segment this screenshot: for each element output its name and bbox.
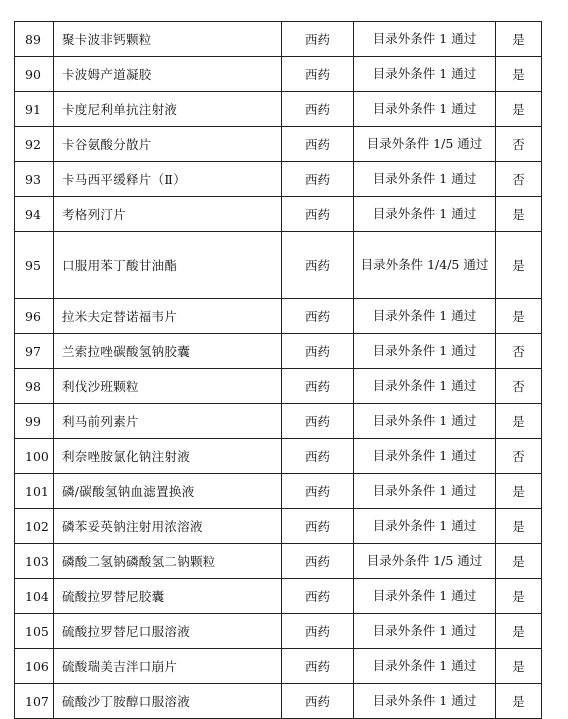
drug-name: 卡谷氨酸分散片 xyxy=(54,127,282,162)
drug-name: 卡度尼利单抗注射液 xyxy=(54,92,282,127)
drug-type: 西药 xyxy=(282,684,354,719)
drug-name: 硫酸沙丁胺醇口服溶液 xyxy=(54,684,282,719)
table-row xyxy=(15,299,542,334)
table-row xyxy=(15,474,542,509)
condition: 目录外条件 1 通过 xyxy=(354,509,496,544)
result-flag: 是 xyxy=(496,299,542,334)
drug-type: 西药 xyxy=(282,579,354,614)
table-row xyxy=(15,232,542,299)
drug-name: 硫酸拉罗替尼胶囊 xyxy=(54,579,282,614)
condition: 目录外条件 1/4/5 通过 xyxy=(354,232,496,299)
drug-type: 西药 xyxy=(282,22,354,57)
row-number: 95 xyxy=(15,232,54,299)
drug-type: 西药 xyxy=(282,57,354,92)
drug-type: 西药 xyxy=(282,439,354,474)
condition: 目录外条件 1 通过 xyxy=(354,162,496,197)
condition: 目录外条件 1 通过 xyxy=(354,474,496,509)
condition: 目录外条件 1 通过 xyxy=(354,22,496,57)
drug-name: 硫酸拉罗替尼口服溶液 xyxy=(54,614,282,649)
table-row xyxy=(15,649,542,684)
row-number: 104 xyxy=(15,579,54,614)
result-flag: 是 xyxy=(496,474,542,509)
condition: 目录外条件 1 通过 xyxy=(354,439,496,474)
table-row xyxy=(15,509,542,544)
drug-type: 西药 xyxy=(282,92,354,127)
result-flag: 是 xyxy=(496,509,542,544)
drug-type: 西药 xyxy=(282,404,354,439)
drug-name: 利伐沙班颗粒 xyxy=(54,369,282,404)
drug-type: 西药 xyxy=(282,162,354,197)
result-flag: 是 xyxy=(496,684,542,719)
result-flag: 是 xyxy=(496,22,542,57)
row-number: 91 xyxy=(15,92,54,127)
table-row xyxy=(15,162,542,197)
row-number: 100 xyxy=(15,439,54,474)
drug-type: 西药 xyxy=(282,299,354,334)
table-row xyxy=(15,334,542,369)
result-flag: 是 xyxy=(496,649,542,684)
result-flag: 否 xyxy=(496,439,542,474)
drug-name: 兰索拉唑碳酸氢钠胶囊 xyxy=(54,334,282,369)
drug-type: 西药 xyxy=(282,127,354,162)
row-number: 90 xyxy=(15,57,54,92)
drug-name: 卡波姆产道凝胶 xyxy=(54,57,282,92)
drug-type: 西药 xyxy=(282,232,354,299)
table-row xyxy=(15,369,542,404)
condition: 目录外条件 1/5 通过 xyxy=(354,544,496,579)
table-row xyxy=(15,614,542,649)
row-number: 103 xyxy=(15,544,54,579)
condition: 目录外条件 1 通过 xyxy=(354,614,496,649)
row-number: 97 xyxy=(15,334,54,369)
condition: 目录外条件 1 通过 xyxy=(354,579,496,614)
condition: 目录外条件 1 通过 xyxy=(354,684,496,719)
drug-name: 聚卡波非钙颗粒 xyxy=(54,22,282,57)
result-flag: 是 xyxy=(496,232,542,299)
drug-type: 西药 xyxy=(282,369,354,404)
row-number: 93 xyxy=(15,162,54,197)
condition: 目录外条件 1 通过 xyxy=(354,299,496,334)
condition: 目录外条件 1/5 通过 xyxy=(354,127,496,162)
table-row xyxy=(15,684,542,719)
row-number: 98 xyxy=(15,369,54,404)
table-row xyxy=(15,197,542,232)
result-flag: 是 xyxy=(496,92,542,127)
drug-name: 硫酸瑞美吉泮口崩片 xyxy=(54,649,282,684)
result-flag: 是 xyxy=(496,197,542,232)
table-row xyxy=(15,127,542,162)
drug-type: 西药 xyxy=(282,197,354,232)
row-number: 96 xyxy=(15,299,54,334)
drug-name: 利奈唑胺氯化钠注射液 xyxy=(54,439,282,474)
drug-name: 卡马西平缓释片（Ⅱ） xyxy=(54,162,282,197)
condition: 目录外条件 1 通过 xyxy=(354,57,496,92)
row-number: 102 xyxy=(15,509,54,544)
table-row xyxy=(15,579,542,614)
condition: 目录外条件 1 通过 xyxy=(354,404,496,439)
row-number: 107 xyxy=(15,684,54,719)
drug-name: 考格列汀片 xyxy=(54,197,282,232)
table-row xyxy=(15,544,542,579)
table-row xyxy=(15,92,542,127)
drug-type: 西药 xyxy=(282,649,354,684)
table-row xyxy=(15,22,542,57)
result-flag: 是 xyxy=(496,404,542,439)
result-flag: 否 xyxy=(496,127,542,162)
row-number: 105 xyxy=(15,614,54,649)
drug-list-body xyxy=(15,22,542,719)
drug-name: 磷/碳酸氢钠血滤置换液 xyxy=(54,474,282,509)
table-row xyxy=(15,57,542,92)
result-flag: 否 xyxy=(496,369,542,404)
condition: 目录外条件 1 通过 xyxy=(354,334,496,369)
drug-type: 西药 xyxy=(282,474,354,509)
table-row xyxy=(15,439,542,474)
row-number: 101 xyxy=(15,474,54,509)
row-number: 99 xyxy=(15,404,54,439)
drug-name: 口服用苯丁酸甘油酯 xyxy=(54,232,282,299)
condition: 目录外条件 1 通过 xyxy=(354,649,496,684)
drug-name: 磷酸二氢钠磷酸氢二钠颗粒 xyxy=(54,544,282,579)
drug-type: 西药 xyxy=(282,334,354,369)
result-flag: 是 xyxy=(496,579,542,614)
drug-type: 西药 xyxy=(282,509,354,544)
drug-type: 西药 xyxy=(282,614,354,649)
drug-name: 磷苯妥英钠注射用浓溶液 xyxy=(54,509,282,544)
result-flag: 是 xyxy=(496,57,542,92)
condition: 目录外条件 1 通过 xyxy=(354,92,496,127)
condition: 目录外条件 1 通过 xyxy=(354,197,496,232)
result-flag: 是 xyxy=(496,614,542,649)
result-flag: 是 xyxy=(496,544,542,579)
result-flag: 否 xyxy=(496,334,542,369)
table-row xyxy=(15,404,542,439)
drug-type: 西药 xyxy=(282,544,354,579)
condition: 目录外条件 1 通过 xyxy=(354,369,496,404)
result-flag: 否 xyxy=(496,162,542,197)
row-number: 106 xyxy=(15,649,54,684)
drug-name: 拉米夫定替诺福韦片 xyxy=(54,299,282,334)
drug-name: 利马前列素片 xyxy=(54,404,282,439)
row-number: 92 xyxy=(15,127,54,162)
drug-list-table xyxy=(14,21,542,719)
row-number: 94 xyxy=(15,197,54,232)
row-number: 89 xyxy=(15,22,54,57)
